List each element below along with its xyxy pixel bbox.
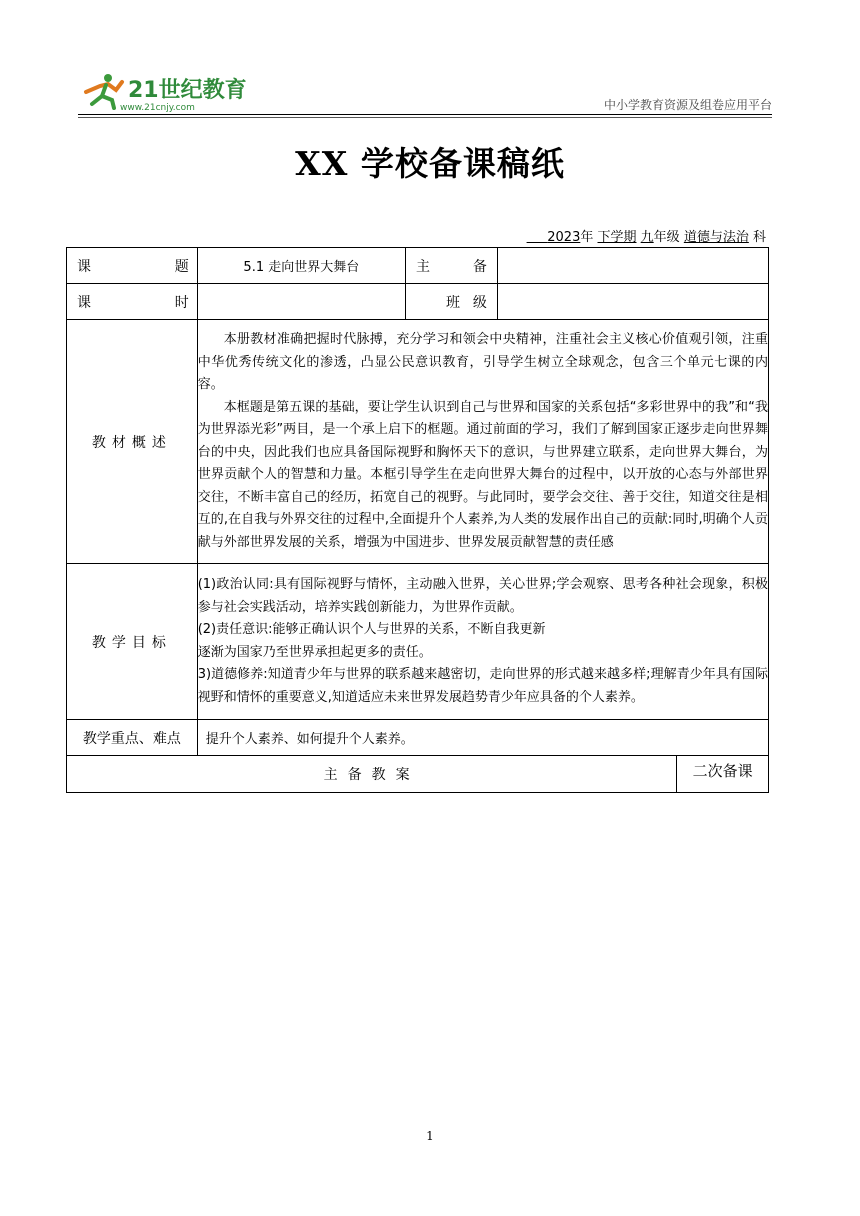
goals-row [67,564,769,720]
overview-label: 教材概述 [67,320,198,564]
prep-value[interactable] [497,248,768,284]
overview-paragraph-1: 本册教材准确把握时代脉搏，充分学习和领会中央精神，注重社会主义核心价值观引领，注重中华优秀传统文化的渗透，凸显公民意识教育，引导学生树立全球观念，包含三个单元七课的内容。 [197,332,768,392]
year-value: 2023 [547,230,581,245]
plan-header-row [67,756,769,793]
topic-value[interactable]: 5.1 走向世界大舞台 [197,248,405,284]
overview-content [197,320,768,564]
goal-3: 3)道德修养:知道青少年与世界的联系越来越密切，走向世界的形式越来越多样;理解青少年具有国际视野和情怀的重要意义,知道适应未来世界发展趋势青少年应具备的个人素养。 [197,667,768,705]
page-header [78,70,772,116]
key-points-value: 提升个人素养、如何提升个人素养。 [197,720,768,756]
overview-paragraph-2: 本框题是第五课的基础，要让学生认识到自己与世界和国家的关系包括“多彩世界中的我”和“我为世界添光彩”两目，是一个承上启下的框题。通过前面的学习，我们了解到国家正逐步走向世界舞台的中央，因此我们也应具备国际视野和胸怀天下的意识，与世界建立联系，走向世界大舞台，为世界贡献个人的智慧和力量。本框引导学生在走向世界大舞台的过程中，以开放的心态与外部世界交往，不断丰富自己的经历，拓宽自己的视野。与此同时，要学会交往、善于交往，知道交往是相互的,在自我与外界交往的过程中,全面提升个人素养,为人类的发展作出自己的贡献:同时,明确个人贡献与外部世界发展的关系，增强为中国进步、世界发展贡献智慧的责任感 [197,399,768,550]
svg-text:21世纪教育: 21世纪教育 [128,78,247,103]
semester-value: 下学期 [597,230,637,245]
header-divider [78,114,772,115]
class-value[interactable] [497,284,768,320]
period-value[interactable] [197,284,405,320]
topic-row [67,248,769,284]
page-number: 1 [426,1129,434,1143]
svg-text:www.21cnjy.com: www.21cnjy.com [120,103,195,113]
period-row [67,284,769,320]
grade-value: 九 [640,230,654,245]
term-info [527,226,766,245]
21cnjy-logo [78,70,248,114]
key-points-row [67,720,769,756]
overview-row [67,320,769,564]
goal-1: (1)政治认同:具有国际视野与情怀，主动融入世界，关心世界;学会观察、思考各种社会现象，积极参与社会实践活动，培养实践创新能力，为世界作贡献。 [197,577,768,615]
main-plan-label: 主备教案 [67,756,677,793]
platform-name: 中小学教育资源及组卷应用平台 [603,98,772,112]
year-suffix: 年 [580,230,594,245]
prep-label: 主 备 [405,248,497,284]
page-title: XX 学校备课稿纸 [295,144,565,183]
header-divider-thin [78,117,772,118]
goals-label: 教学目标 [67,564,198,720]
subject-suffix: 科 [752,230,766,245]
goal-2a: (2)责任意识:能够正确认识个人与世界的关系，不断自我更新 [197,622,546,637]
second-plan-label: 二次备课 [677,756,769,793]
grade-suffix: 年级 [653,230,680,245]
goal-2b: 逐渐为国家乃至世界承担起更多的责任。 [197,644,432,660]
period-label: 课 时 [67,284,198,320]
lesson-plan-table [66,247,769,793]
goals-content [197,564,768,720]
class-label: 班 级 [405,284,497,320]
topic-label: 课 题 [67,248,198,284]
key-points-label: 教学重点、难点 [67,720,198,756]
subject-value: 道德与法治 [683,230,749,245]
